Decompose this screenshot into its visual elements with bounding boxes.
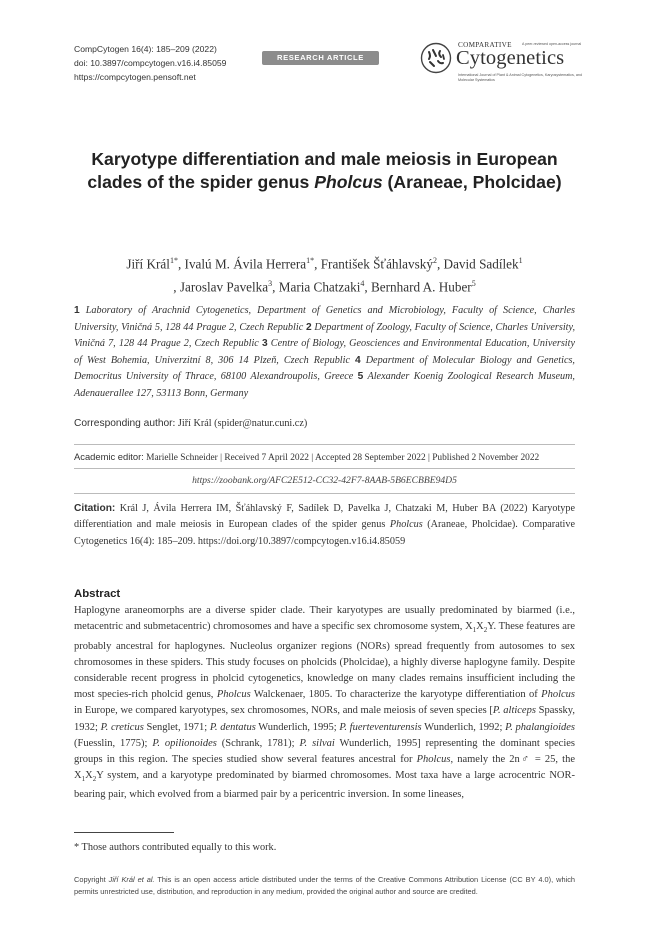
chromosome-logo-icon xyxy=(420,42,452,74)
divider-top xyxy=(74,444,575,445)
article-title: Karyotype differentiation and male meiosis in European clades of the spider genus Pholcus (Araneae, Pholcidae) xyxy=(87,149,562,192)
doi-link[interactable]: doi: 10.3897/compcytogen.v16.i4.85059 xyxy=(74,58,227,69)
logo-tagline: A peer-reviewed open-access journal xyxy=(522,42,582,46)
author-name[interactable]: , Jaroslav Pavelka xyxy=(173,279,269,295)
copyright-notice: Copyright Jiří Král et al. This is an open access article distributed under the terms of the Creative Commons Attribution License (CC BY 4.0), which permits unrestricted use, distribution, and reproduction in any medium, provided the original author and source are credited. xyxy=(74,875,576,896)
logo-comparative-text: COMPARATIVE xyxy=(458,41,512,49)
corresponding-email[interactable]: : Jiří Král (spider@natur.cuni.cz) xyxy=(172,418,308,429)
abstract-heading: Abstract xyxy=(74,588,121,600)
article-type-badge: RESEARCH ARTICLE xyxy=(262,51,379,65)
divider-bottom xyxy=(74,493,575,494)
logo-journal-name: Cytogenetics xyxy=(456,47,565,69)
corresponding-author: Corresponding author: Jiří Král (spider@natur.cuni.cz) xyxy=(74,418,308,429)
footnote: * Those authors contributed equally to this work. xyxy=(74,842,277,853)
journal-header xyxy=(74,42,226,85)
affiliations: 1 Laboratory of Arachnid Cytogenetics, Department of Genetics and Microbiology, Faculty of Science, Charles University, Viničná 5, 128 44 Prague 2, Czech Republic 2 Department of Zoology, Faculty of Science, Charles University, Viničná 7, 128 44 Prague 2, Czech Republic 3 Centre of Biology, Geosciences and Environmental Education, University of West Bohemia, Univerzitní 8, 306 14 Plzeň, Czech Republic 4 Department of Molecular Biology and Genetics, Democritus University of Thrace, 68100 Alexandroupolis, Greece 5 Alexander Koenig Zoological Research Museum, Adenauerallee 127, 53113 Bonn, Germany xyxy=(74,305,575,399)
author-name[interactable]: , Bernhard A. Huber xyxy=(364,279,472,295)
zoobank-link[interactable]: https://zoobank.org/AFC2E512-CC32-42F7-8AAB-5B6ECBBE94D5 xyxy=(192,475,457,486)
author-name[interactable]: , František Šťáhlavský xyxy=(314,256,433,272)
logo-subtitle: International Journal of Plant & Animal Cytogenetics, Karyosystematics, and Molecular Systematics xyxy=(458,73,583,82)
title-genus: Pholcus xyxy=(314,172,383,192)
author-name[interactable]: , Maria Chatzaki xyxy=(272,279,361,295)
editorial-info: Academic editor: Marielle Schneider | Received 7 April 2022 | Accepted 28 September 2022 | Published 2 November 2022 xyxy=(74,451,540,463)
divider-middle xyxy=(74,468,575,469)
footnote-rule xyxy=(74,832,174,833)
author-name[interactable]: Jiří Král xyxy=(126,256,170,272)
author-list: Jiří Král$^{1*}$, Ivalú M. Ávila Herrera$^{1*}$, František Šťáhlavský$^2$, David Sadílek$^1$ , Jaroslav Pavelka$^3$, Maria Chatzaki$^4$, Bernhard A. Huber$^5$ xyxy=(126,256,523,295)
citation: Citation: Král J, Ávila Herrera IM, Šťáhlavský F, Sadílek D, Pavelka J, Chatzaki M, Huber BA (2022) Karyotype differentiation and male meiosis in European clades of the spider genus Pholcus (Araneae, Pholcidae). Comparative Cytogenetics 16(4): 185–209. https://doi.org/10.3897/compcytogen.v16.i4.85059 xyxy=(74,503,575,547)
author-name[interactable]: , Ivalú M. Ávila Herrera xyxy=(177,256,307,272)
author-name[interactable]: , David Sadílek xyxy=(436,256,519,272)
journal-reference: CompCytogen 16(4): 185–209 (2022) xyxy=(74,44,217,54)
abstract-body: Haplogyne araneomorphs are a diverse spider clade. Their karyotypes are usually predominated by biarmed (i.e., metacentric and submetacentric) chromosomes and have a specific sex chromosome system, $X_1X_2Y$. These features are probably ancestral for haplogynes. Nucleolus organizer regions (NORs) spread frequently from autosomes to sex chromosomes in these spiders. This study focuses on pholcids (Pholcidae), a highly diverse haplogyne family. Despite considerable recent progress in pholcid cytogenetics, knowledge on many clades remains insufficient including the most species-rich pholcid genus, Pholcus Walckenaer, 1805. To characterize the karyotype differentiation of Pholcus in Europe, we compared karyotypes, sex chromosomes, NORs, and male meiosis of seven species [P. alticeps Spassky, 1932; P. creticus Senglet, 1971; P. dentatus Wunderlich, 1995; P. fuerteventurensis Wunderlich, 1992; P. phalangioides (Fuesslin, 1775); P. opilionoides (Schrank, 1781); P. silvai Wunderlich, 1995] representing the dominant species groups in this region. The species studied show several features ancestral for Pholcus, namely the 2n♂ = 25, the $X_1X_2Y$ system, and a karyotype predominated by biarmed chromosomes. Most taxa have a large acrocentric NOR-bearing pair, which evolved from a biarmed pair by a pericentric inversion. In some lineases, xyxy=(74,605,576,801)
journal-url-link[interactable]: https://compcytogen.pensoft.net xyxy=(74,72,196,83)
journal-logo xyxy=(420,36,590,94)
